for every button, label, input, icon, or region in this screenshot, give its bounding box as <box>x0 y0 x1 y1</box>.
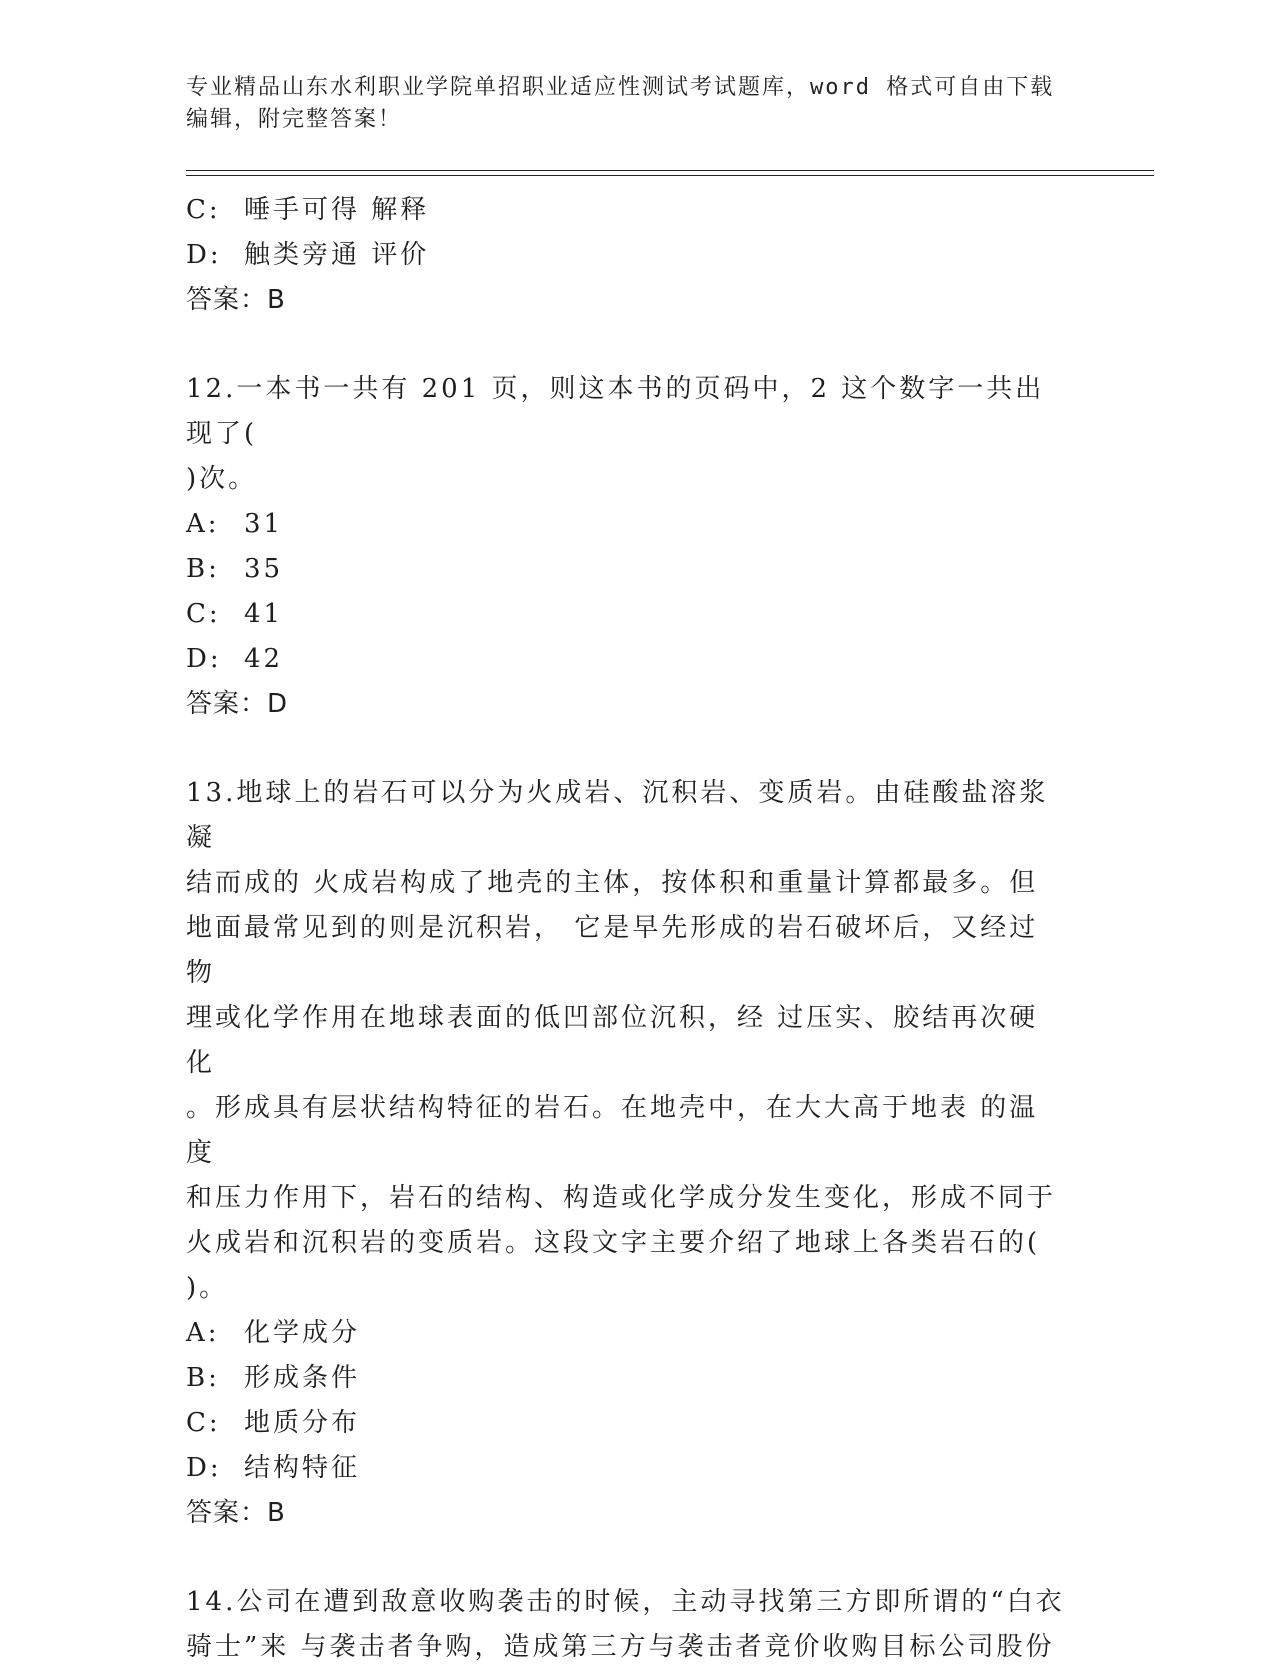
option-text: 化学成分 <box>244 1318 361 1348</box>
option-label: B: <box>186 554 220 584</box>
option-b <box>186 547 1066 592</box>
question-stem-line: )次。 <box>186 464 258 494</box>
option-label: C: <box>186 1408 221 1438</box>
question-12 <box>186 367 1066 727</box>
option-label: B: <box>186 1363 220 1393</box>
question-stem-line: 12.一本书一共有 201 页，则这本书的页码中，2 这个数字一共出现了( <box>186 374 1045 449</box>
document-body <box>186 188 1066 1670</box>
option-c <box>186 592 1066 637</box>
option-label: D: <box>186 1453 222 1483</box>
option-text: 42 <box>244 644 284 674</box>
question-stem-line: 理或化学作用在地球表面的低凹部位沉积，经 过压实、胶结再次硬化 <box>186 1003 1039 1078</box>
spacer <box>186 727 1066 771</box>
option-label: C: <box>186 195 221 225</box>
option-d <box>186 1446 1066 1491</box>
question-stem-line: 骑士”来 与袭击者争购，造成第三方与袭击者竞价收购目标公司股份 <box>186 1632 1055 1662</box>
answer-line: 答案：B <box>186 285 286 315</box>
question-13 <box>186 771 1066 1536</box>
header-line-2: 编辑，附完整答案！ <box>186 107 403 132</box>
option-c <box>186 1401 1066 1446</box>
question-stem-line: 地面最常见到的则是沉积岩， 它是早先形成的岩石破坏后，又经过物 <box>186 913 1039 988</box>
option-c <box>186 188 1066 233</box>
question-stem-line: 13.地球上的岩石可以分为火成岩、沉积岩、变质岩。由硅酸盐溶浆凝 <box>186 778 1049 853</box>
option-label: D: <box>186 240 222 270</box>
spacer <box>186 323 1066 367</box>
spacer <box>186 1536 1066 1580</box>
option-b <box>186 1356 1066 1401</box>
question-14 <box>186 1580 1066 1670</box>
question-stem-line: 结而成的 火成岩构成了地壳的主体，按体积和重量计算都最多。但 <box>186 868 1039 898</box>
option-text: 触类旁通 评价 <box>244 240 430 270</box>
question-stem-line: 。形成具有层状结构特征的岩石。在地壳中，在大大高于地表 的温度 <box>186 1093 1039 1168</box>
option-label: D: <box>186 644 222 674</box>
page-header <box>186 72 1066 136</box>
question-stem-line: 和压力作用下，岩石的结构、构造或化学成分发生变化，形成不同于 <box>186 1183 1057 1213</box>
option-text: 41 <box>244 599 284 629</box>
option-text: 31 <box>244 509 284 539</box>
question-stem-line: 14.公司在遭到敌意收购袭击的时候，主动寻找第三方即所谓的“白衣 <box>186 1587 1065 1617</box>
answer-line: 答案：D <box>186 689 289 719</box>
option-text: 唾手可得 解释 <box>244 195 430 225</box>
answer-line: 答案：B <box>186 1498 286 1528</box>
header-rule-top <box>186 170 1154 171</box>
header-rule-bottom <box>186 175 1154 176</box>
option-a <box>186 1311 1066 1356</box>
option-d <box>186 233 1066 278</box>
option-text: 35 <box>244 554 284 584</box>
option-label: A: <box>186 509 220 539</box>
question-11-tail <box>186 188 1066 323</box>
option-text: 地质分布 <box>244 1408 361 1438</box>
option-a <box>186 502 1066 547</box>
option-text: 结构特征 <box>244 1453 361 1483</box>
option-d <box>186 637 1066 682</box>
option-text: 形成条件 <box>244 1363 361 1393</box>
option-label: C: <box>186 599 221 629</box>
header-line-1: 专业精品山东水利职业学院单招职业适应性测试考试题库，word 格式可自由下载 <box>186 75 1055 100</box>
question-stem-line: 火成岩和沉积岩的变质岩。这段文字主要介绍了地球上各类岩石的( <box>186 1228 1041 1258</box>
question-stem-line: )。 <box>186 1273 229 1303</box>
option-label: A: <box>186 1318 220 1348</box>
